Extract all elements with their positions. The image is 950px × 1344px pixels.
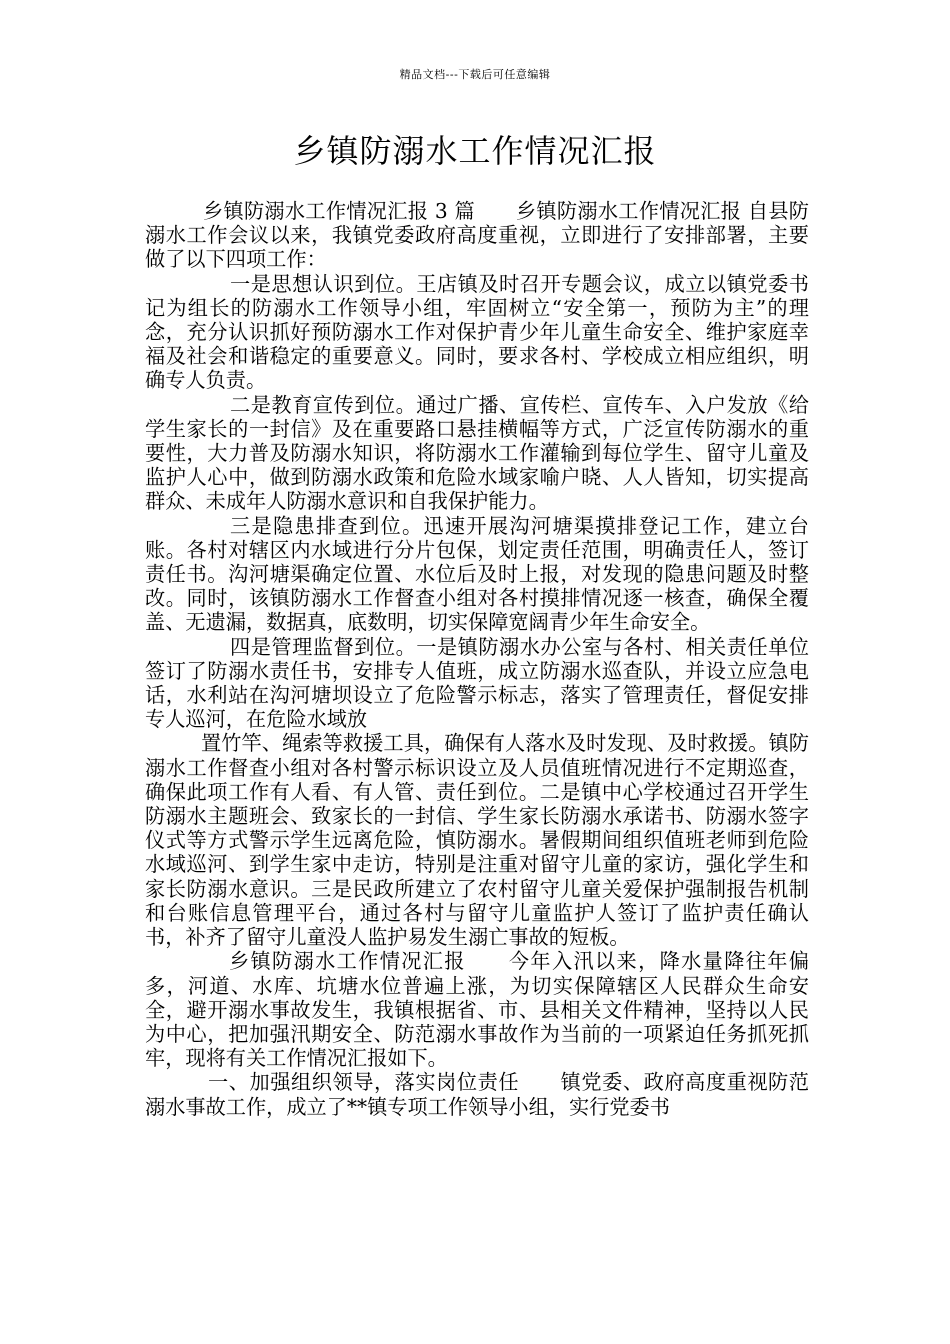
paragraph-rescue-tools: 置竹竿、绳索等救援工具，确保有人落水及时发现、及时救援。镇防溺水工作督查小组对各村警示标识设立及人员值班情况进行不定期巡查，确保此项工作有人看、有人管、责任到位。二是镇中心学校通过召开学生防溺水主题班会、致家长的一封信、学生家长防溺水承诺书、防溺水签字仪式等方式警示学生远离危险，慎防溺水。暑假期间组织值班老师到危险水域巡河、到学生家中走访，特别是注重对留守儿童的家访，强化学生和家长防溺水意识。三是民政所建立了农村留守儿童关爱保护强制报告机制和台账信息管理平台，通过各村与留守儿童监护人签订了监护责任确认书，补齐了留守儿童没人监护易发生溺亡事故的短板。: [145, 731, 809, 950]
paragraph-hazard-inspection: 三是隐患排查到位。迅速开展沟河塘渠摸排登记工作，建立台账。各村对辖区内水域进行分片包保，划定责任范围，明确责任人，签订责任书。沟河塘渠确定位置、水位后及时上报，对发现的隐患问题及时整改。同时，该镇防溺水工作督查小组对各村摸排情况逐一核查，确保全覆盖、无遗漏，数据真，底数明，切实保障宽阔青少年生命安全。: [145, 513, 809, 635]
document-title: 乡镇防溺水工作情况汇报: [293, 132, 657, 170]
header-note: 精品文档---下载后可任意编辑: [399, 68, 551, 81]
paragraph-management-supervision: 四是管理监督到位。一是镇防溺水办公室与各村、相关责任单位签订了防溺水责任书，安排专人值班，成立防溺水巡查队，并设立应急电话，水利站在沟河塘坝设立了危险警示标志，落实了管理责任，督促安排专人巡河，在危险水域放: [145, 634, 809, 732]
document-body: [145, 199, 809, 1119]
paragraph-thought-awareness: 一是思想认识到位。王店镇及时召开专题会议，成立以镇党委书记为组长的防溺水工作领导小组，牢固树立“安全第一，预防为主”的理念，充分认识抓好预防溺水工作对保护青少年儿童生命安全、维护家庭幸福及社会和谐稳定的重要意义。同时，要求各村、学校成立相应组织，明确专人负责。: [145, 271, 809, 393]
paragraph-second-report-intro: 乡镇防溺水工作情况汇报 今年入汛以来，降水量降往年偏多，河道、水库、坑塘水位普遍上涨，为切实保障辖区人民群众生命安全，避开溺水事故发生，我镇根据省、市、县相关文件精神，坚持以人民为中心，把加强汛期安全、防范溺水事故作为当前的一项紧迫任务抓死抓牢，现将有关工作情况汇报如下。: [145, 949, 809, 1071]
paragraph-organization-leadership: 一、加强组织领导，落实岗位责任 镇党委、政府高度重视防范溺水事故工作，成立了**镇专项工作领导小组，实行党委书: [145, 1070, 809, 1119]
intro-paragraph: 乡镇防溺水工作情况汇报 3 篇 乡镇防溺水工作情况汇报 自县防溺水工作会议以来，我镇党委政府高度重视，立即进行了安排部署，主要做了以下四项工作：: [145, 199, 809, 272]
paragraph-education-publicity: 二是教育宣传到位。通过广播、宣传栏、宣传车、入户发放《给学生家长的一封信》及在重要路口悬挂横幅等方式，广泛宣传防溺水的重要性，大力普及防溺水知识，将防溺水工作灌输到每位学生、留守儿童及监护人心中，做到防溺水政策和危险水域家喻户晓、人人皆知，切实提高群众、未成年人防溺水意识和自我保护能力。: [145, 392, 809, 514]
